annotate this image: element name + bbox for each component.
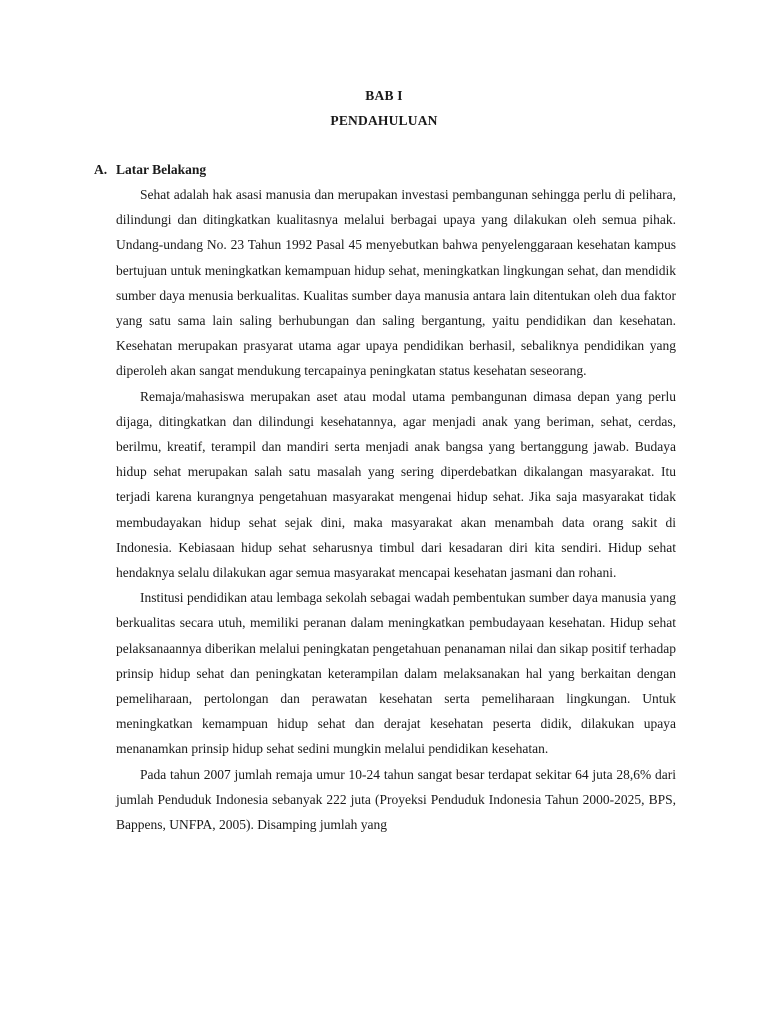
paragraph-2: Remaja/mahasiswa merupakan aset atau modal utama pembangunan dimasa depan yang perlu dijaga, ditingkatkan dan dilindungi kesehatannya, agar menjadi anak yang beriman, sehat, cerdas, berilmu, kreatif, terampil dan mandiri serta menjadi anak bangsa yang bertanggung jawab. Budaya hidup sehat merupakan salah satu masalah yang sering diperdebatkan dikalangan masyarakat. Itu terjadi karena kurangnya pengetahuan masyarakat mengenai hidup sehat. Jika saja masyarakat tidak membudayakan hidup sehat sejak dini, maka masyarakat akan menambah data orang sakit di Indonesia. Kebiasaan hidup sehat seharusnya timbul dari kesadaran diri kita sendiri. Hidup sehat hendaknya selalu dilakukan agar semua masyarakat mencapai kesehatan jasmani dan rohani. bbox=[116, 388, 676, 581]
section-letter: A. bbox=[94, 162, 108, 177]
section-heading bbox=[94, 162, 206, 178]
section-body bbox=[116, 182, 676, 837]
chapter-heading: BAB I bbox=[365, 88, 403, 103]
chapter-title: PENDAHULUAN bbox=[330, 113, 438, 128]
section-title: Latar Belakang bbox=[116, 162, 207, 177]
paragraph-1: Sehat adalah hak asasi manusia dan merupakan investasi pembangunan sehingga perlu di pelihara, dilindungi dan ditingkatkan kualitasnya melalui berbagai upaya yang dilakukan oleh semua pihak. Undang-undang No. 23 Tahun 1992 Pasal 45 menyebutkan bahwa penyelenggaraan kesehatan kampus bertujuan untuk meningkatkan kemampuan hidup sehat, meningkatkan lingkungan sehat, dan mendidik sumber daya menusia berkualitas. Kualitas sumber daya manusia antara lain ditentukan oleh dua faktor yang satu sama lain saling berhubungan dan saling bergantung, yaitu pendidikan dan kesehatan. Kesehatan merupakan prasyarat utama agar upaya pendidikan berhasil, sebaliknya pendidikan yang diperoleh akan sangat mendukung tercapainya peningkatan status kesehatan seseorang. bbox=[116, 187, 676, 379]
paragraph-3: Institusi pendidikan atau lembaga sekolah sebagai wadah pembentukan sumber daya manusia yang berkualitas secara utuh, memiliki peranan dalam meningkatkan pembudayaan kesehatan. Hidup sehat pelaksanaannya diberikan melalui peningkatan pengetahuan penanaman nilai dan sikap positif terhadap prinsip hidup sehat dan peningkatan keterampilan dalam melaksanakan hal yang berkaitan dengan pemeliharaan, pertolongan dan perawatan kesehatan serta pemeliharaan lingkungan. Untuk meningkatkan kemampuan hidup sehat dan derajat kesehatan peserta didik, dilakukan upaya menanamkan prinsip hidup sehat sedini mungkin melalui pendidikan kesehatan. bbox=[116, 590, 676, 757]
paragraph-4: Pada tahun 2007 jumlah remaja umur 10-24 tahun sangat besar terdapat sekitar 64 juta 28,6% dari jumlah Penduduk Indonesia sebanyak 222 juta (Proyeksi Penduduk Indonesia Tahun 2000-2025, BPS, Bappens, UNFPA, 2005). Disamping jumlah yang bbox=[116, 766, 676, 833]
